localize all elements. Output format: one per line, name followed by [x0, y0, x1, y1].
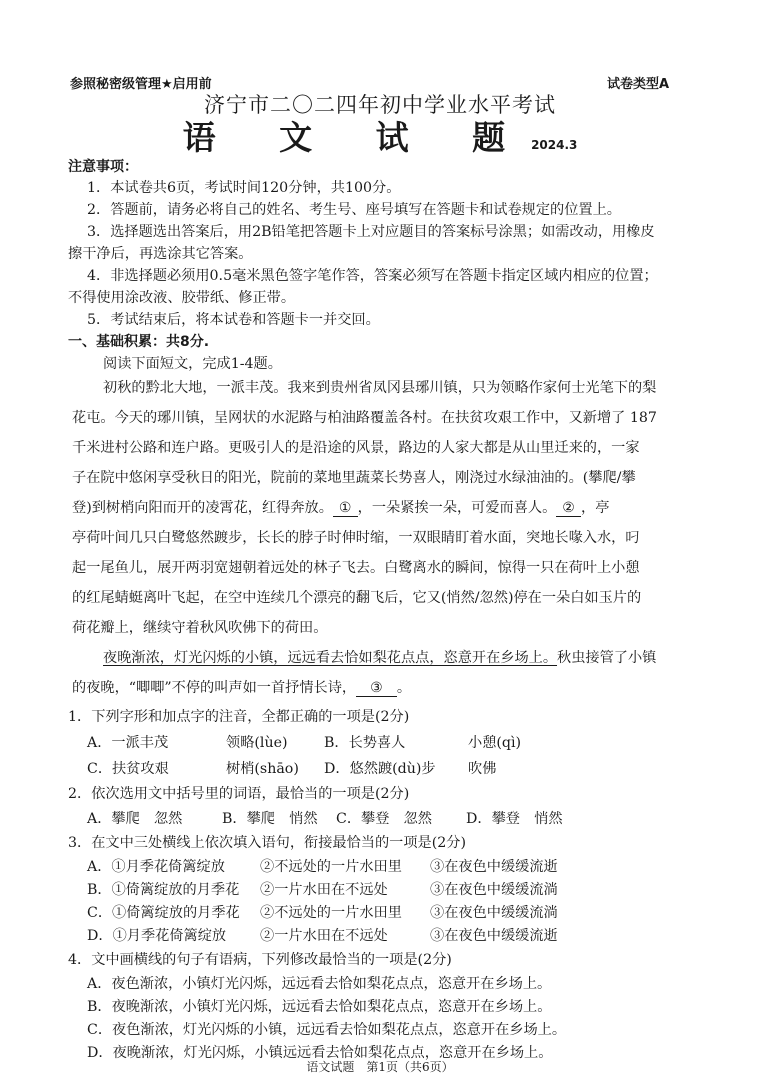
q1-option-b: B．长势喜人 — [324, 735, 406, 751]
q1-option-c-word: 树梢(shāo) — [226, 761, 299, 777]
q3-option-c-1: C．①倚篱绽放的月季花 — [87, 905, 240, 921]
q2-option-b: B．攀爬 悄然 — [222, 811, 318, 827]
q3-option-a-3: ③在夜色中缓缓流逝 — [430, 859, 558, 875]
title-text: 语 文 试 题 — [182, 118, 532, 157]
confidentiality-label: 参照秘密级管理★启用前 — [70, 77, 212, 92]
notice-item-cont: 不得使用涂改液、胶带纸、修正带。 — [68, 290, 296, 306]
passage-line: 千米进村公路和连户路。更吸引人的是沿途的风景，路边的人家大都是从山里迁来的，一家 — [72, 440, 640, 456]
q3-option-a-2: ②不远处的一片水田里 — [260, 859, 402, 875]
passage-line: 起一尾鱼儿，展开两羽宽翅朝着远处的林子飞去。白鹭离水的瞬间，惊得一只在荷叶上小憩 — [72, 560, 640, 576]
q1-option-c: C．扶贫攻艰 — [87, 761, 169, 777]
q3-option-c-2: ②不远处的一片水田里 — [260, 905, 402, 921]
passage-line — [72, 497, 696, 517]
q3-option-b-1: B．①倚篱绽放的月季花 — [87, 882, 240, 898]
q3-option-d-3: ③在夜色中缓缓流逝 — [430, 928, 558, 944]
page-footer: 语文试题 第1页（共6页） — [306, 1060, 454, 1074]
passage-line: 子在院中悠闲享受秋日的阳光，院前的菜地里蔬菜长势喜人，刚浇过水绿油油的。(攀爬/攀 — [72, 470, 636, 486]
passage-line: 亭荷叶间几只白鹭悠然踱步，长长的脖子时伸时缩，一双眼睛盯着水面，突地长喙入水，叼 — [72, 530, 640, 546]
passage-text: 的夜晚，“唧唧”不停的叫声如一首抒情长诗， — [72, 680, 357, 696]
paper-type-label: 试卷类型A — [607, 77, 670, 92]
q2-option-a: A．攀爬 忽然 — [87, 811, 183, 827]
notice-item: 2．答题前，请务必将自己的姓名、考生号、座号填写在答题卡和试卷规定的位置上。 — [87, 202, 621, 218]
section-intro: 阅读下面短文，完成1-4题。 — [103, 356, 282, 372]
notice-item: 1．本试卷共6页，考试时间120分钟，共100分。 — [87, 180, 401, 196]
q1-option-a-word: 领略(lùe) — [226, 735, 288, 751]
q2-option-c: C．攀登 忽然 — [336, 811, 432, 827]
q3-option-b-3: ③在夜色中缓缓流淌 — [430, 882, 558, 898]
passage-line: 的红尾蜻蜓离叶飞起，在空中连续几个漂亮的翻飞后，它又(悄然/忽然)停在一朵白如玉片的 — [72, 590, 642, 606]
q4-option-a: A．夜色渐浓，小镇灯光闪烁，远远看去恰如梨花点点，恣意开在乡场上。 — [87, 976, 552, 992]
notice-item-cont: 擦干净后，再选涂其它答案。 — [68, 246, 253, 262]
q3-option-a-1: A．①月季花倚篱绽放 — [87, 859, 225, 875]
passage-line — [72, 677, 696, 697]
passage-text: ，一朵紧挨一朵，可爱而喜人。 — [357, 500, 557, 516]
q4-option-c: C．夜色渐浓，灯光闪烁的小镇，远远看去恰如梨花点点，恣意开在乡场上。 — [87, 1022, 567, 1038]
blank-1: ① — [333, 500, 358, 517]
notice-heading: 注意事项： — [68, 159, 138, 175]
question-2-stem: 2．依次选用文中括号里的词语，最恰当的一项是(2分) — [68, 786, 410, 802]
question-3-stem: 3．在文中三处横线上依次填入语句，衔接最恰当的一项是(2分) — [68, 835, 467, 851]
passage-line — [103, 647, 727, 667]
exam-title — [0, 112, 760, 159]
section-heading: 一、基础积累：共8分. — [68, 334, 210, 350]
q1-option-d-word: 吹佛 — [468, 761, 497, 777]
q4-option-d: D．夜晚渐浓，灯光闪烁，小镇远远看去恰如梨花点点，恣意开在乡场上。 — [87, 1045, 553, 1061]
q1-option-b-word: 小憩(qì) — [468, 735, 522, 751]
passage-line: 荷花瓣上，继续守着秋风吹佛下的荷田。 — [72, 620, 328, 636]
notice-item: 4．非选择题必须用0.5毫米黑色签字笔作答，答案必须写在答题卡指定区域内相应的位置； — [87, 268, 658, 284]
passage-text: 登)到树梢向阳而开的凌霄花，红得奔放。 — [72, 500, 333, 516]
q1-option-a: A．一派丰茂 — [87, 735, 169, 751]
blank-2: ② — [556, 500, 581, 517]
q3-option-d-1: D．①月季花倚篱绽放 — [87, 928, 227, 944]
passage-line: 初秋的黔北大地，一派丰茂。我来到贵州省凤冈县琊川镇，只为领略作家何士光笔下的梨 — [103, 380, 657, 396]
question-1-stem: 1．下列字形和加点字的注音，全都正确的一项是(2分) — [68, 709, 410, 725]
q3-option-b-2: ②一片水田在不远处 — [260, 882, 388, 898]
q1-option-d: D．悠然踱(dù)步 — [324, 761, 436, 777]
title-date: 2024.3 — [531, 138, 578, 152]
q3-option-c-3: ③在夜色中缓缓流淌 — [430, 905, 558, 921]
notice-item: 5．考试结束后，将本试卷和答题卡一并交回。 — [87, 312, 380, 328]
notice-item: 3．选择题选出答案后，用2B铅笔把答题卡上对应题目的答案标号涂黑；如需改动，用橡皮 — [87, 224, 655, 240]
passage-text: 秋虫接管了小镇 — [557, 650, 657, 666]
passage-line: 花屯。今天的琊川镇，呈网状的水泥路与柏油路覆盖各村。在扶贫攻艰工作中，又新增了 187 — [72, 410, 657, 426]
q4-option-b: B．夜晚渐浓，小镇灯光闪烁，远远看去恰如梨花点点，恣意开在乡场上。 — [87, 999, 552, 1015]
q2-option-d: D．攀登 悄然 — [466, 811, 563, 827]
blank-3: ③ — [356, 680, 397, 697]
passage-text: ，亭 — [581, 500, 610, 516]
passage-text: 。 — [396, 680, 412, 696]
question-4-stem: 4．文中画横线的句子有语病，下列修改最恰当的一项是(2分) — [68, 952, 452, 968]
exam-subtitle: 济宁市二〇二四年初中学业水平考试 — [204, 93, 556, 117]
q3-option-d-2: ②一片水田在不远处 — [260, 928, 388, 944]
underlined-sentence: 夜晚渐浓，灯光闪烁的小镇，远远看去恰如梨花点点，恣意开在乡场上。 — [103, 650, 558, 666]
